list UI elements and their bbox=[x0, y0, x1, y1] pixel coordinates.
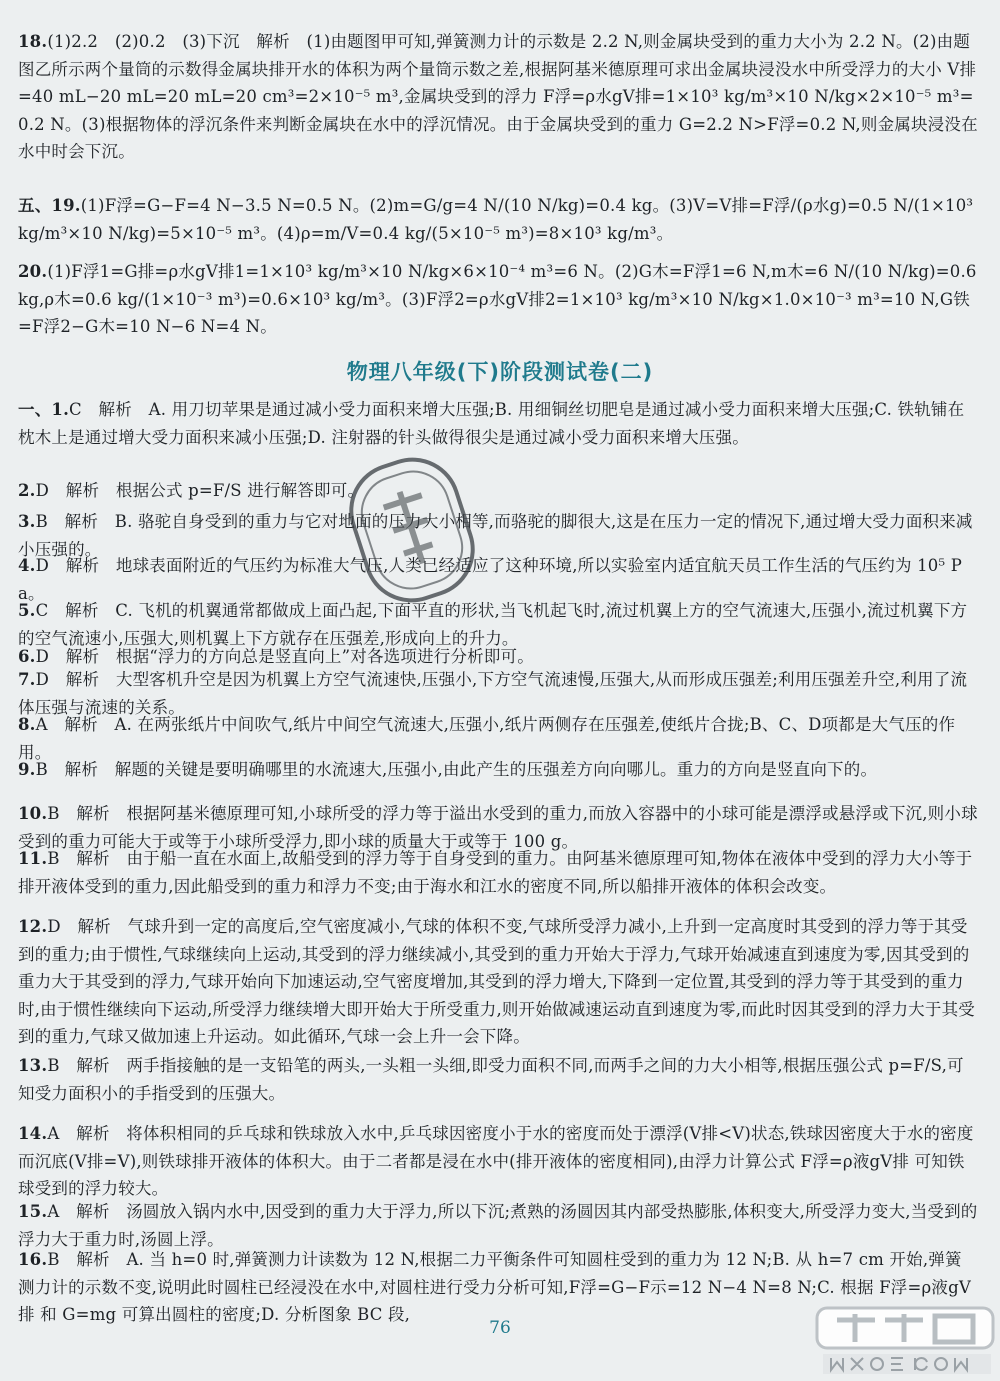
answer-item-19 bbox=[18, 192, 978, 247]
item-number: 7. bbox=[18, 670, 36, 689]
answer-item-9 bbox=[18, 756, 978, 784]
item-text: C 解析 C. 飞机的机翼通常都做成上面凸起,下面平直的形状,当飞机起飞时,流过机翼上方的空气流速大,压强小,流过机翼下方的空气流速小,压强大,则机翼上下方就存在压强差,形成向上的升力。 bbox=[18, 601, 968, 648]
item-number: 15. bbox=[18, 1202, 48, 1221]
item-text: B 解析 由于船一直在水面上,故船受到的浮力等于自身受到的重力。由阿基米德原理可知,物体在液体中受到的浮力大小等于排开液体受到的重力,因此船受到的重力和浮力不变;由于海水和江水的密度不同,所以船排开液体的体积会改变。 bbox=[18, 849, 973, 896]
item-text: (1)2.2 (2)0.2 (3)下沉 解析 (1)由题图甲可知,弹簧测力计的示数是 2.2 N,则金属块受到的重力大小为 2.2 N。(2)由题图乙所示两个量筒的示数得金属块排开水的体积为两个量筒示数之差,根据阿基米德原理可求出金属块浸没水中所受浮力的大小 V排=40 mL−20 mL=20 mL=20 cm³=2×10⁻⁵ m³,金属块受到的浮力 F浮=ρ水gV排=1×10³ kg/m³×10 N/kg×2×10⁻⁵ m³=0.2 N。(3)根据物体的浮沉条件来判断金属块在水中的浮沉情况。由于金属块受到的重力 G=2.2 N>F浮=0.2 N,则金属块浸没在水中时会下沉。 bbox=[18, 32, 978, 161]
item-number: 4. bbox=[18, 556, 36, 575]
item-number: 五、19. bbox=[18, 196, 81, 215]
item-number: 12. bbox=[18, 917, 48, 936]
answer-item-12 bbox=[18, 913, 978, 1051]
item-number: 2. bbox=[18, 481, 36, 500]
item-text: A 解析 将体积相同的乒乓球和铁球放入水中,乒乓球因密度小于水的密度而处于漂浮(V排<V)状态,铁球因密度大于水的密度而沉底(V排=V),则铁球排开液体的体积大。由于二者都是浸在水中(排开液体的密度相同),由浮力计算公式 F浮=ρ液gV排 可知铁球受到的浮力较大。 bbox=[18, 1124, 974, 1198]
answer-item-1 bbox=[18, 396, 978, 451]
item-text: D 解析 大型客机升空是因为机翼上方空气流速快,压强小,下方空气流速慢,压强大,从而形成压强差;利用压强差升空,利用了流体压强与流速的关系。 bbox=[18, 670, 968, 717]
answer-item-14 bbox=[18, 1120, 978, 1203]
item-text: A 解析 汤圆放入锅内水中,因受到的重力大于浮力,所以下沉;煮熟的汤圆因其内部受热膨胀,体积变大,所受浮力变大,当受到的浮力大于重力时,汤圆上浮。 bbox=[18, 1202, 978, 1249]
item-text: C 解析 A. 用刀切苹果是通过减小受力面积来增大压强;B. 用细铜丝切肥皂是通过减小受力面积来增大压强;C. 铁轨铺在枕木上是通过增大受力面积来减小压强;D. 注射器的针头做得很尖是通过减小受力面积来增大压强。 bbox=[18, 400, 965, 447]
item-text: (1)F浮=G−F=4 N−3.5 N=0.5 N。(2)m=G/g=4 N/(10 N/kg)=0.4 kg。(3)V=V排=F浮/(ρ水g)=0.5 N/(1×10³ kg/m³×10 N/kg)=5×10⁻⁵ m³。(4)ρ=m/V=0.4 kg/(5×10⁻⁵ m³)=8×10³ kg/m³。 bbox=[18, 196, 979, 243]
item-number: 14. bbox=[18, 1124, 48, 1143]
item-text: A 解析 A. 在两张纸片中间吹气,纸片中间空气流速大,压强小,纸片两侧存在压强差,使纸片合拢;B、C、D项都是大气压的作用。 bbox=[18, 715, 956, 762]
answer-item-20 bbox=[18, 258, 983, 341]
item-number: 9. bbox=[18, 760, 36, 779]
item-text: B 解析 解题的关键是要明确哪里的水流速大,压强小,由此产生的压强差方向向哪儿。重力的方向是竖直向下的。 bbox=[35, 760, 878, 779]
item-text: B 解析 A. 当 h=0 时,弹簧测力计读数为 12 N,根据二力平衡条件可知圆柱受到的重力为 12 N;B. 从 h=7 cm 开始,弹簧测力计的示数不变,说明此时圆柱已经浸没在水中,对圆柱进行受力分析可知,F浮=G−F示=12 N−4 N=8 N;C. 根据 F浮=ρ液gV排 和 G=mg 可算出圆柱的密度;D. 分析图象 BC 段, bbox=[18, 1250, 971, 1324]
item-text: D 解析 根据公式 p=F/S 进行解答即可。 bbox=[35, 481, 365, 500]
item-number: 10. bbox=[18, 804, 48, 823]
item-text: (1)F浮1=G排=ρ水gV排1=1×10³ kg/m³×10 N/kg×6×10⁻⁴ m³=6 N。(2)G木=F浮1=6 N,m木=6 N/(10 N/kg)=0.6 kg,ρ木=0.6 kg/(1×10⁻³ m³)=0.6×10³ kg/m³。(3)F浮2=ρ水gV排2=1×10³ kg/m³×10 N/kg×1.0×10⁻³ m³=10 N,G铁=F浮2−G木=10 N−6 N=4 N。 bbox=[18, 262, 983, 336]
page-number: 76 bbox=[489, 1318, 511, 1338]
item-text: B 解析 根据阿基米德原理可知,小球所受的浮力等于溢出水受到的重力,而放入容器中的小球可能是漂浮或悬浮或下沉,则小球受到的重力可能大于或等于小球所受浮力,即小球的质量大于或等于 100 g。 bbox=[18, 804, 978, 851]
answer-item-13 bbox=[18, 1052, 978, 1107]
item-number: 11. bbox=[18, 849, 48, 868]
item-text: B 解析 B. 骆驼自身受到的重力与它对地面的压力大小相等,而骆驼的脚很大,这是在压力一定的情况下,通过增大受力面积来减小压强的。 bbox=[18, 512, 973, 559]
watermark-logo bbox=[815, 1302, 995, 1377]
item-text: D 解析 地球表面附近的气压约为标准大气压,人类已经适应了这种环境,所以实验室内适宜航天员工作生活的气压约为 10⁵ Pa。 bbox=[18, 556, 963, 603]
answer-item-18 bbox=[18, 28, 978, 166]
answer-item-15 bbox=[18, 1198, 978, 1253]
item-number: 18. bbox=[18, 32, 48, 51]
item-text: B 解析 两手指接触的是一支铅笔的两头,一头粗一头细,即受力面积不同,而两手之间的力大小相等,根据压强公式 p=F/S,可知受力面积小的手指受到的压强大。 bbox=[18, 1056, 964, 1103]
item-number: 13. bbox=[18, 1056, 48, 1075]
item-number: 20. bbox=[18, 262, 48, 281]
item-number: 一、1. bbox=[18, 400, 70, 419]
item-number: 5. bbox=[18, 601, 36, 620]
item-number: 6. bbox=[18, 647, 36, 666]
item-number: 3. bbox=[18, 512, 36, 531]
item-number: 16. bbox=[18, 1250, 48, 1269]
item-number: 8. bbox=[18, 715, 36, 734]
answer-item-2 bbox=[18, 477, 978, 505]
item-text: D 解析 根据“浮力的方向总是竖直向上”对各选项进行分析即可。 bbox=[35, 647, 534, 666]
answer-item-11 bbox=[18, 845, 978, 900]
section-title: 物理八年级(下)阶段测试卷(二) bbox=[346, 360, 654, 384]
item-text: D 解析 气球升到一定的高度后,空气密度减小,气球的体积不变,气球所受浮力减小,上升到一定高度时其受到的浮力等于其受到的重力;由于惯性,气球继续向上运动,其受到的浮力继续减小,其受到的重力开始大于浮力,气球开始减速直到速度为零,因其受到的重力大于其受到的浮力,气球开始向下加速运动,空气密度增加,其受到的浮力增大,下降到一定位置,其受到的浮力等于其受到的重力时,由于惯性继续向下运动,所受浮力继续增大即开始大于所受重力,则开始做减速运动直到速度为零,而此时因其受到的浮力大于其受到的重力,气球又做加速上升运动。如此循环,气球一会上升一会下降。 bbox=[18, 917, 975, 1046]
